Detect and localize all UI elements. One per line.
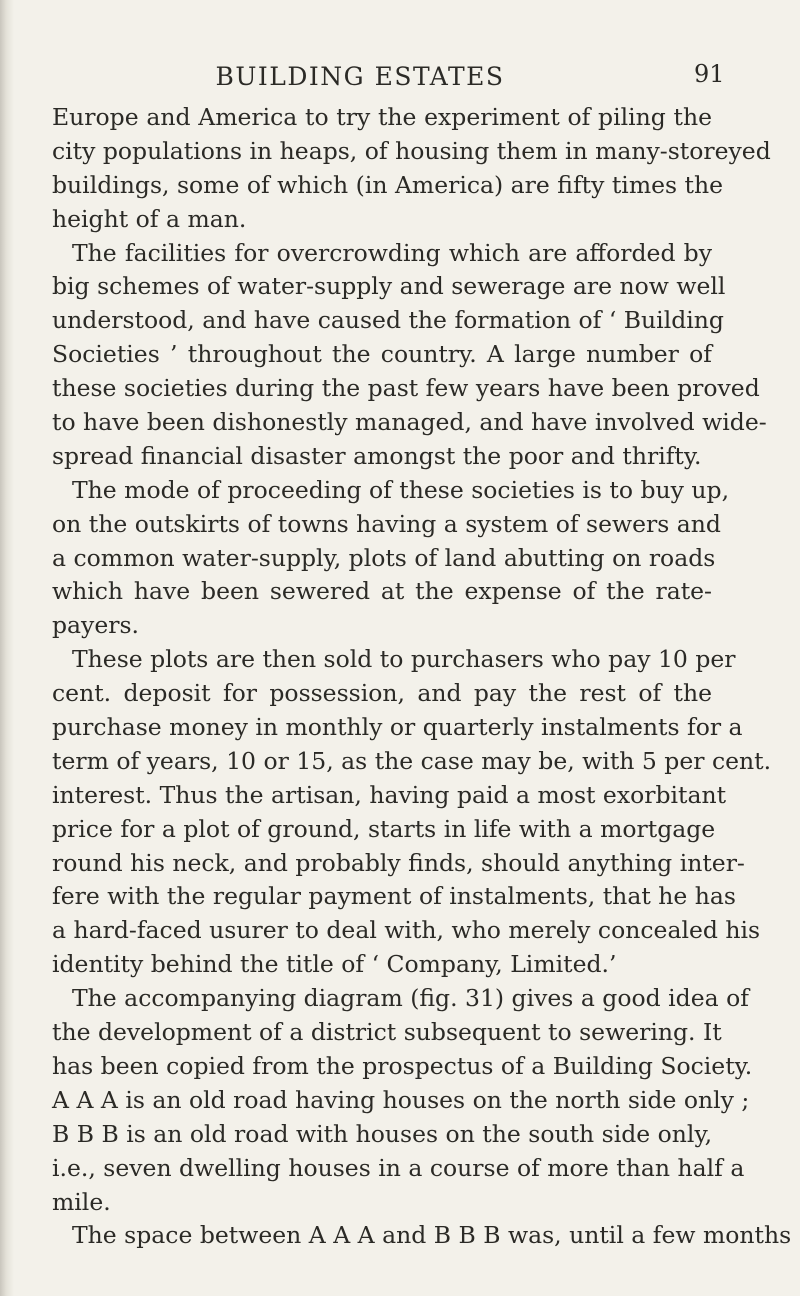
text-line: city populations in heaps, of housing them in many-storeyed	[52, 136, 771, 165]
text-line: purchase money in monthly or quarterly instalments for a	[52, 713, 743, 742]
text-line: round his neck, and probably finds, should anything inter-	[52, 848, 745, 877]
text-line: i.e., seven dwelling houses in a course of more than half a	[52, 1153, 745, 1182]
text-line: Europe and America to try the experiment of piling the	[52, 103, 712, 131]
text-line: fere with the regular payment of instalments, that he has	[52, 882, 736, 911]
page-number: 91	[694, 60, 725, 88]
text-line: interest. Thus the artisan, having paid a most exorbitant	[52, 780, 727, 809]
text-line: These plots are then sold to purchasers who pay 10 per	[72, 645, 736, 674]
text-line: term of years, 10 or 15, as the case may be, with 5 per cent.	[52, 746, 772, 775]
text-line: these societies during the past few years have been proved	[52, 374, 760, 403]
text-line: A A A is an old road having houses on the north side only ;	[52, 1085, 750, 1114]
text-line: the development of a district subsequent to sewering. It	[52, 1018, 722, 1047]
text-line: buildings, some of which (in America) are fifty times the	[52, 170, 724, 199]
text-line: height of a man.	[52, 204, 247, 233]
text-line: mile.	[52, 1187, 111, 1216]
text-line: understood, and have caused the formation of ‘ Building	[52, 306, 724, 335]
text-line: to have been dishonestly managed, and have involved wide-	[52, 408, 767, 437]
text-line: The space between A A A and B B B was, until a few months	[72, 1221, 792, 1250]
text-line: a hard-faced usurer to deal with, who merely concealed his	[52, 916, 761, 945]
text-line: The mode of proceeding of these societies is to buy up,	[72, 475, 730, 504]
running-title: BUILDING ESTATES	[215, 62, 505, 91]
binding-edge	[0, 0, 14, 1296]
text-line: a common water-supply, plots of land abutting on roads	[52, 543, 716, 572]
text-line: B B B is an old road with houses on the south side only,	[52, 1119, 713, 1148]
text-line: on the outskirts of towns having a system of sewers and	[52, 509, 721, 538]
text-line: The accompanying diagram (fig. 31) gives a good idea of	[72, 984, 749, 1013]
text-line: spread financial disaster amongst the poor and thrifty.	[52, 441, 702, 470]
text-line: which have been sewered at the expense of the rate-	[52, 577, 712, 606]
body-text	[52, 101, 792, 1253]
page-header	[0, 58, 800, 98]
text-line: The facilities for overcrowding which are afforded by	[72, 238, 712, 267]
text-line: cent. deposit for possession, and pay the rest of the	[52, 679, 712, 708]
text-line: big schemes of water-supply and sewerage are now well	[52, 272, 726, 301]
text-line: price for a plot of ground, starts in life with a mortgage	[52, 814, 716, 843]
text-line: payers.	[52, 611, 140, 640]
text-line: identity behind the title of ‘ Company, Limited.’	[52, 950, 617, 979]
text-line: has been copied from the prospectus of a Building Society.	[52, 1051, 753, 1080]
text-line: Societies ’ throughout the country. A large number of	[52, 340, 712, 369]
